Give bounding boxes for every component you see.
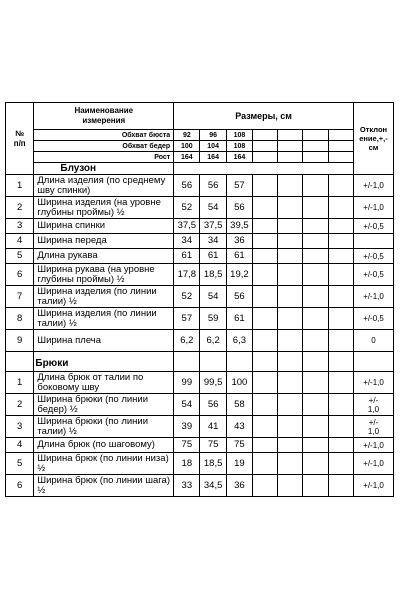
- header-row-bust: [6, 130, 394, 141]
- size-value-cell: 56: [174, 175, 200, 197]
- empty-cell: [278, 234, 303, 249]
- deviation-value: [353, 234, 393, 249]
- header-row-height: [6, 152, 394, 163]
- empty-cell: [278, 130, 303, 141]
- empty-cell: [328, 330, 353, 352]
- empty-cell: [328, 416, 353, 438]
- empty-cell: [278, 308, 303, 330]
- empty-cell: [303, 175, 328, 197]
- measurement-name: Ширина брюк (по линии шага) ½: [34, 475, 174, 497]
- size-value-cell: 57: [226, 175, 252, 197]
- size-value-cell: 41: [200, 416, 226, 438]
- row-number: 3: [6, 219, 34, 234]
- row-number: 7: [6, 286, 34, 308]
- size-value: 92: [174, 130, 200, 141]
- measure-label: Обхват бедер: [34, 141, 174, 152]
- table-row: [6, 416, 394, 438]
- measurement-name: Ширина брюк (по линии низа) ½: [34, 453, 174, 475]
- empty-cell: [278, 152, 303, 163]
- size-value-cell: 58: [226, 394, 252, 416]
- row-number: 1: [6, 372, 34, 394]
- empty-cell: [303, 453, 328, 475]
- deviation-value: +/-0,5: [353, 249, 393, 264]
- empty-cell: [328, 219, 353, 234]
- size-value-cell: 37,5: [200, 219, 226, 234]
- size-value: 164: [226, 152, 252, 163]
- empty-cell: [328, 141, 353, 152]
- size-value-cell: 52: [174, 286, 200, 308]
- section-title-row: [6, 163, 394, 175]
- section-title: Брюки: [34, 352, 174, 372]
- measurement-name: Ширина изделия (на уровне глубины проймы) ½: [34, 197, 174, 219]
- deviation-header: [353, 103, 393, 175]
- size-value-cell: 39: [174, 416, 200, 438]
- empty-cell: [278, 352, 303, 372]
- empty-cell: [253, 308, 278, 330]
- empty-cell: [328, 453, 353, 475]
- empty-cell: [303, 416, 328, 438]
- size-value-cell: 34: [200, 234, 226, 249]
- deviation-value: +/-1,0: [353, 286, 393, 308]
- section-title: Блузон: [34, 163, 174, 175]
- size-value-cell: 56: [200, 175, 226, 197]
- deviation-value: +/-1,0: [353, 453, 393, 475]
- row-number: 6: [6, 475, 34, 497]
- row-number: 5: [6, 249, 34, 264]
- table-row: [6, 286, 394, 308]
- empty-cell: [303, 264, 328, 286]
- measurement-name: Длина изделия (по среднему шву спинки): [34, 175, 174, 197]
- size-chart: [5, 102, 394, 497]
- size-value-cell: 36: [226, 475, 252, 497]
- empty-cell: [278, 286, 303, 308]
- size-value-cell: 6,2: [200, 330, 226, 352]
- size-value-cell: 19: [226, 453, 252, 475]
- empty-cell: [328, 234, 353, 249]
- empty-cell: [253, 175, 278, 197]
- empty-cell: [303, 475, 328, 497]
- empty-cell: [253, 330, 278, 352]
- empty-cell: [328, 438, 353, 453]
- size-value-cell: 61: [226, 308, 252, 330]
- deviation-value: +/-0,5: [353, 219, 393, 234]
- empty-cell: [328, 394, 353, 416]
- measurement-name: Ширина рукава (на уровне глубины проймы) ½: [34, 264, 174, 286]
- number-header: [6, 103, 34, 175]
- size-value-cell: 6,2: [174, 330, 200, 352]
- size-value-cell: 56: [226, 286, 252, 308]
- size-value-cell: 61: [200, 249, 226, 264]
- empty-cell: [303, 130, 328, 141]
- empty-cell: [303, 372, 328, 394]
- row-number: 6: [6, 264, 34, 286]
- table-row: [6, 453, 394, 475]
- empty-cell: [328, 197, 353, 219]
- empty-cell: [328, 372, 353, 394]
- empty-cell: [278, 372, 303, 394]
- row-number: 4: [6, 234, 34, 249]
- number-header-label: № п/п: [13, 128, 26, 148]
- deviation-header-label: Отклон ение,+,- см: [359, 125, 388, 152]
- row-number: 8: [6, 308, 34, 330]
- size-value-cell: 100: [226, 372, 252, 394]
- header-row-top: [6, 103, 394, 130]
- empty-cell: [328, 264, 353, 286]
- row-number: 1: [6, 175, 34, 197]
- empty-cell: [174, 352, 200, 372]
- empty-cell: [278, 264, 303, 286]
- empty-cell: [253, 152, 278, 163]
- deviation-value: +/-1,0: [353, 197, 393, 219]
- empty-cell: [253, 394, 278, 416]
- measurement-name: Ширина брюки (по линии бедер) ½: [34, 394, 174, 416]
- row-number: 2: [6, 197, 34, 219]
- empty-cell: [253, 249, 278, 264]
- row-number: 4: [6, 438, 34, 453]
- size-value-cell: 61: [174, 249, 200, 264]
- size-value-cell: 54: [200, 286, 226, 308]
- deviation-value: +/-1,0: [353, 475, 393, 497]
- measurement-name: Длина рукава: [34, 249, 174, 264]
- empty-cell: [253, 264, 278, 286]
- size-value: 164: [174, 152, 200, 163]
- size-value-cell: 18,5: [200, 264, 226, 286]
- table-row: [6, 264, 394, 286]
- empty-cell: [253, 416, 278, 438]
- empty-cell: [328, 249, 353, 264]
- measure-label: Рост: [34, 152, 174, 163]
- empty-cell: [253, 453, 278, 475]
- deviation-value: +/-0,5: [353, 264, 393, 286]
- measurement-name: Ширина брюки (по линии талии) ½: [34, 416, 174, 438]
- size-value-cell: 52: [174, 197, 200, 219]
- empty-cell: [278, 197, 303, 219]
- empty-cell: [253, 286, 278, 308]
- sizes-header-label: Размеры, см: [235, 111, 292, 121]
- empty-cell: [253, 438, 278, 453]
- empty-cell: [328, 286, 353, 308]
- empty-cell: [303, 394, 328, 416]
- empty-cell: [278, 141, 303, 152]
- empty-cell: [328, 130, 353, 141]
- empty-cell: [303, 219, 328, 234]
- deviation-value: +/- 1,0: [353, 394, 393, 416]
- table-row: [6, 394, 394, 416]
- size-value: 108: [226, 130, 252, 141]
- measurement-name-header: [34, 103, 174, 130]
- size-value-cell: 18,5: [200, 453, 226, 475]
- empty-cell: [278, 330, 303, 352]
- measurement-name-header-label: Наименование измерения: [74, 106, 134, 125]
- size-value-cell: 19,2: [226, 264, 252, 286]
- empty-cell: [303, 197, 328, 219]
- empty-cell: [278, 453, 303, 475]
- section-title-row: [6, 352, 394, 372]
- size-value-cell: 33: [174, 475, 200, 497]
- measurement-name: Ширина спинки: [34, 219, 174, 234]
- empty-cell: [278, 175, 303, 197]
- table-row: [6, 475, 394, 497]
- empty-cell: [303, 141, 328, 152]
- empty-cell: [303, 352, 328, 372]
- size-value-cell: 34,5: [200, 475, 226, 497]
- empty-cell: [303, 308, 328, 330]
- size-value-cell: 36: [226, 234, 252, 249]
- empty-cell: [253, 475, 278, 497]
- empty-cell: [303, 152, 328, 163]
- empty-cell: [253, 130, 278, 141]
- empty-cell: [328, 152, 353, 163]
- header-row-hips: [6, 141, 394, 152]
- measurement-name: Ширина плеча: [34, 330, 174, 352]
- size-value-cell: 43: [226, 416, 252, 438]
- table-row: [6, 197, 394, 219]
- empty-cell: [303, 286, 328, 308]
- empty-cell: [278, 438, 303, 453]
- empty-cell: [174, 163, 354, 175]
- empty-cell: [253, 141, 278, 152]
- empty-cell: [278, 219, 303, 234]
- size-value: 96: [200, 130, 226, 141]
- table-row: [6, 175, 394, 197]
- measure-label: Обхват бюста: [34, 130, 174, 141]
- deviation-value: 0: [353, 330, 393, 352]
- empty-cell: [328, 308, 353, 330]
- size-value-cell: 54: [174, 394, 200, 416]
- empty-cell: [278, 394, 303, 416]
- row-number: 5: [6, 453, 34, 475]
- empty-cell: [328, 352, 353, 372]
- empty-cell: [200, 352, 226, 372]
- measurement-name: Длина брюк от талии по боковому шву: [34, 372, 174, 394]
- table-row: [6, 372, 394, 394]
- size-value-cell: 17,8: [174, 264, 200, 286]
- row-number: 3: [6, 416, 34, 438]
- table-row: [6, 438, 394, 453]
- size-value-cell: 61: [226, 249, 252, 264]
- empty-cell: [278, 249, 303, 264]
- deviation-value: +/-0,5: [353, 308, 393, 330]
- deviation-value: +/- 1,0: [353, 416, 393, 438]
- size-value: 100: [174, 141, 200, 152]
- empty-cell: [303, 438, 328, 453]
- size-value-cell: 37,5: [174, 219, 200, 234]
- size-table: [5, 102, 394, 497]
- row-number: 2: [6, 394, 34, 416]
- measurement-name: Ширина изделия (по линии талии) ½: [34, 286, 174, 308]
- size-value-cell: 34: [174, 234, 200, 249]
- size-value-cell: 56: [226, 197, 252, 219]
- size-value-cell: 59: [200, 308, 226, 330]
- size-value-cell: 75: [226, 438, 252, 453]
- empty-cell: [253, 352, 278, 372]
- size-value-cell: 57: [174, 308, 200, 330]
- row-number: 9: [6, 330, 34, 352]
- empty-cell: [278, 475, 303, 497]
- size-value: 104: [200, 141, 226, 152]
- deviation-value: +/-1,0: [353, 372, 393, 394]
- size-value-cell: 75: [174, 438, 200, 453]
- empty-cell: [328, 475, 353, 497]
- empty-cell: [353, 352, 393, 372]
- measurement-name: Длина брюк (по шаговому): [34, 438, 174, 453]
- sizes-header: [174, 103, 354, 130]
- size-value-cell: 75: [200, 438, 226, 453]
- empty-cell: [6, 352, 34, 372]
- table-row: [6, 308, 394, 330]
- size-value-cell: 18: [174, 453, 200, 475]
- empty-cell: [253, 234, 278, 249]
- table-row: [6, 219, 394, 234]
- table-row: [6, 249, 394, 264]
- deviation-value: +/-1,0: [353, 175, 393, 197]
- empty-cell: [303, 249, 328, 264]
- empty-cell: [253, 197, 278, 219]
- table-row: [6, 330, 394, 352]
- size-value-cell: 6,3: [226, 330, 252, 352]
- empty-cell: [328, 175, 353, 197]
- size-value-cell: 99: [174, 372, 200, 394]
- size-value-cell: 39,5: [226, 219, 252, 234]
- size-value-cell: 54: [200, 197, 226, 219]
- empty-cell: [253, 372, 278, 394]
- measurement-name: Ширина изделия (по линии талии) ½: [34, 308, 174, 330]
- empty-cell: [253, 219, 278, 234]
- deviation-value: +/-1,0: [353, 438, 393, 453]
- empty-cell: [226, 352, 252, 372]
- empty-cell: [303, 234, 328, 249]
- table-row: [6, 234, 394, 249]
- empty-cell: [278, 416, 303, 438]
- size-value: 164: [200, 152, 226, 163]
- measurement-name: Ширина переда: [34, 234, 174, 249]
- empty-cell: [303, 330, 328, 352]
- size-value-cell: 56: [200, 394, 226, 416]
- size-value-cell: 99,5: [200, 372, 226, 394]
- size-value: 108: [226, 141, 252, 152]
